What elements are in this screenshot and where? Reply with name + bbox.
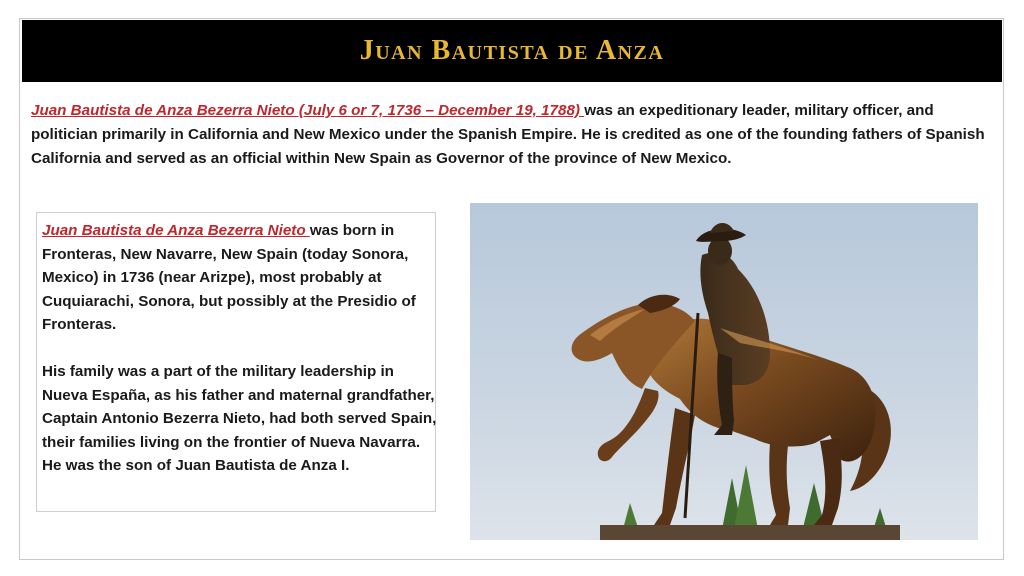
intro-wiki-link[interactable]: Juan Bautista de Anza Bezerra Nieto (July 6 or 7, 1736 – December 19, 1788) [31, 102, 585, 119]
intro-body-text: was an expeditionary leader, military officer, and politician primarily in California and New Mexico under the Spanish Empire. He is credited as one of the founding fathers of Spanish California and served as an official within New Spain as Governor of the province of New Mexico. [31, 102, 985, 167]
bio-paragraph-family: His family was a part of the military leadership in Nueva España, as his father and maternal grandfather, Captain Antonio Bezerra Nieto, had both served Spain, their families living on the frontier of Nueva Navarra. He was the son of Juan Bautista de Anza I. [42, 363, 437, 474]
bio-paragraph-birth-text: was born in Fronteras, New Navarre, New Spain (today Sonora, Mexico) in 1736 (near Arizpe), most probably at Cuquiarachi, Sonora, but possibly at the Presidio of Fronteras. [42, 222, 416, 333]
bio-text [42, 219, 437, 478]
photo-pedestal [600, 525, 900, 540]
intro-paragraph [31, 99, 991, 171]
slide-title: Juan Bautista de Anza [359, 35, 665, 66]
bio-wiki-link[interactable]: Juan Bautista de Anza Bezerra Nieto [42, 222, 310, 239]
title-bar [22, 20, 1002, 82]
equestrian-statue-photo [470, 203, 978, 540]
bio-paragraph-birth [42, 219, 437, 337]
